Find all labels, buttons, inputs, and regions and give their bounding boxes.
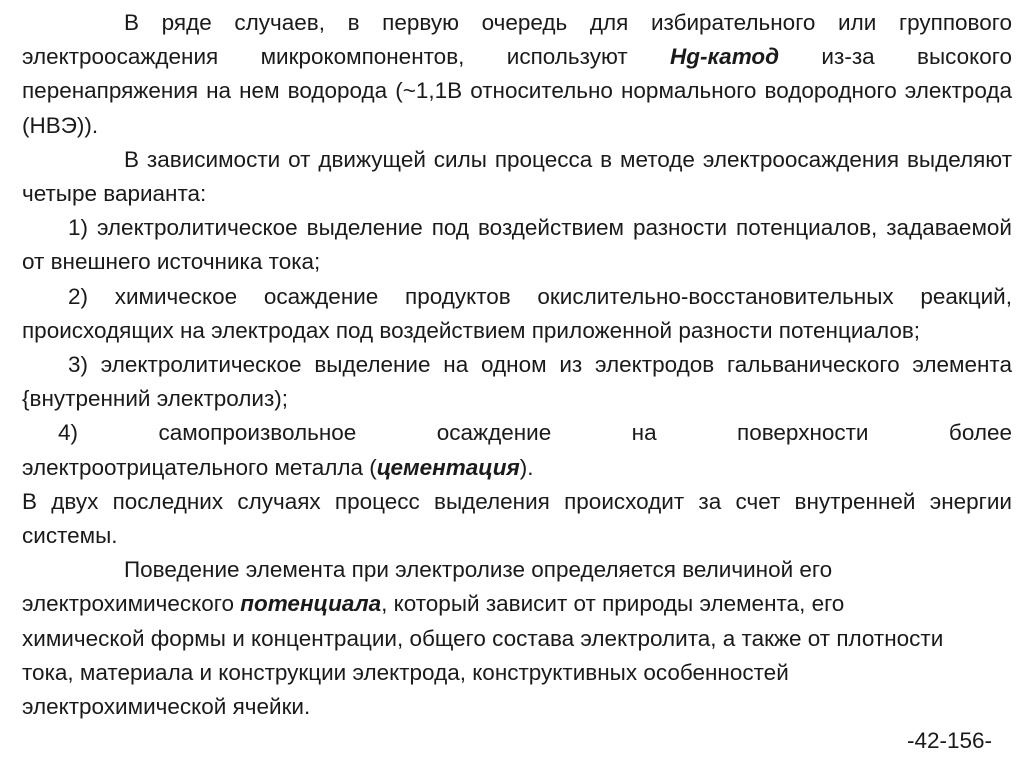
term-cementation: цементация [376, 454, 520, 480]
document-body [22, 6, 1012, 724]
list-item-4 [22, 416, 1012, 484]
paragraph-text: , который зависит от природы элемента, его химической формы и концентрации, общего состава электролита, а также от плотности тока, материала и конструкции электрода, конструктивных особенностей электрохимической ячейки. [22, 591, 944, 720]
list-item-text: электроотрицательного металла ( [22, 454, 377, 480]
list-item-3 [22, 348, 1012, 416]
term-potential: потенциала [240, 591, 382, 617]
paragraph-internal-energy [22, 485, 1012, 553]
list-item-2 [22, 280, 1012, 348]
list-item-4-line-1: 4) самопроизвольное осаждение на поверхности более [58, 420, 1012, 446]
list-item-text: 2) химическое осаждение продуктов окислительно-восстановительных реакций, происходящих на электродах под воздействием приложенной разности потенциалов; [22, 283, 1012, 343]
paragraph-text: В зависимости от движущей силы процесса в методе электроосаждения выделяют четыре варианта: [22, 146, 1012, 207]
list-item-text: 1) электролитическое выделение под воздействием разности потенциалов, задаваемой от внешнего источника тока; [22, 215, 1012, 275]
list-item-text: ). [519, 454, 534, 480]
paragraph-potential [22, 553, 1012, 724]
page-number: -42-156- [906, 728, 992, 753]
paragraph-hg-cathode [22, 6, 1012, 143]
list-item-4-line-2 [22, 451, 1012, 485]
paragraph-text: из-за высокого перенапряжения на нем водорода (~1,1В относительно нормального водородного электрода (НВЭ)). [22, 44, 1012, 138]
paragraph-text: В ряде случаев, в первую очередь для избирательного или группового электроосаждения микрокомпонентов, используют [22, 10, 1012, 70]
paragraph-text: В двух последних случаях процесс выделения происходит за счет внутренней энергии системы. [22, 488, 1012, 549]
paragraph-driving-force [22, 143, 1012, 211]
term-hg-cathode: Hg-катод [670, 44, 780, 70]
list-item-1 [22, 211, 1012, 279]
paragraph-text: Поведение элемента при электролизе определяется величиной его электрохимического [22, 557, 833, 617]
list-item-text: 3) электролитическое выделение на одном из электродов гальванического элемента {внутренний электролиз); [22, 352, 1012, 412]
